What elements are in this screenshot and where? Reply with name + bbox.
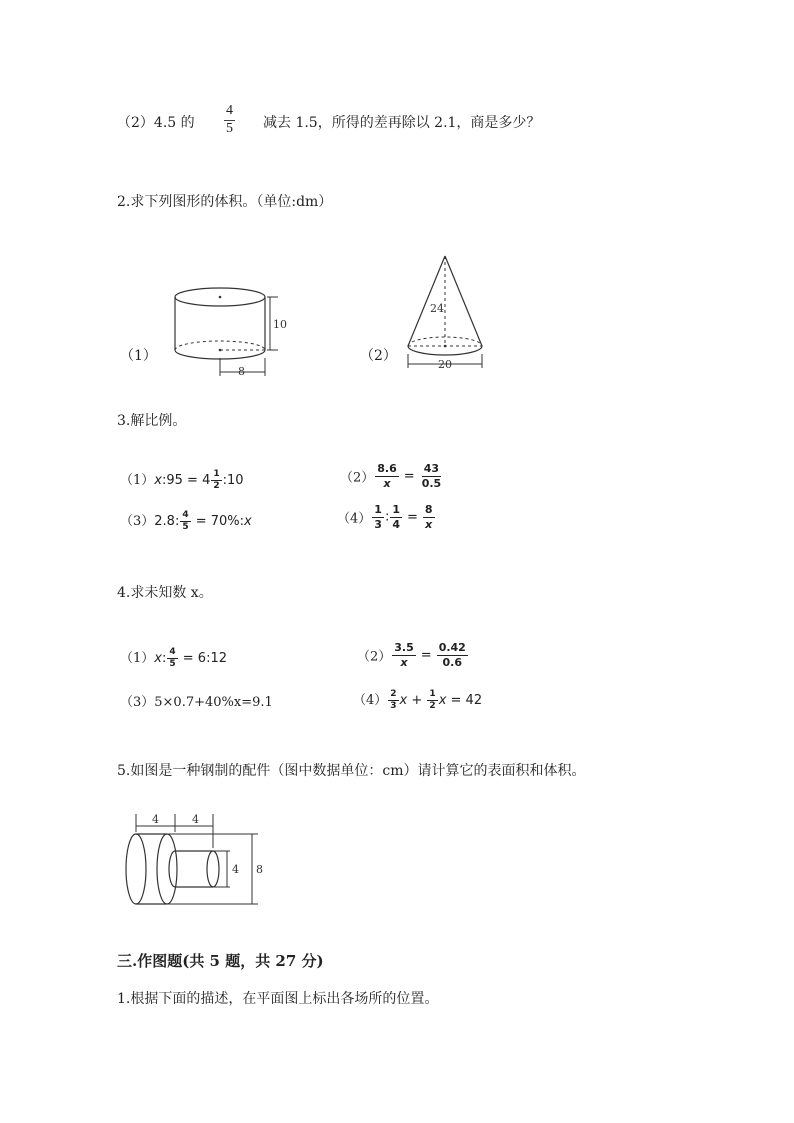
q4-problem-1: （1）x: $\frac{4}{5}$ = 6:12 xyxy=(120,646,227,669)
len-left-label: 4 xyxy=(152,813,159,826)
q2-fig2-label: （2） xyxy=(360,348,397,364)
q3-problem-4: （4） $\frac{1}{3}$ : $\frac{1}{4}$ = $\frac{8}{x}$ xyxy=(337,503,433,531)
cylinder-height-label: 10 xyxy=(273,318,287,331)
q3-problem-3: （3）2.8: $\frac{4}{5}$ = 70%:x xyxy=(120,509,252,532)
q1-part2-fraction: $\frac{4}{5}$ xyxy=(226,103,233,136)
cylinder-radius-label: 8 xyxy=(238,365,245,378)
steel-part-figure xyxy=(118,808,278,913)
inner-diameter-label: 4 xyxy=(232,863,239,876)
len-right-label: 4 xyxy=(192,813,199,826)
outer-diameter-label: 8 xyxy=(256,863,263,876)
cone-figure xyxy=(398,250,498,375)
cone-diameter-label: 20 xyxy=(438,358,452,371)
cylinder-top-center xyxy=(219,296,222,299)
inner-cylinder-joint xyxy=(169,851,175,887)
inner-cylinder-end-face xyxy=(207,851,219,887)
q3-title: 3.解比例。 xyxy=(117,413,187,429)
q4-problem-4: （4） $\frac{2}{3}$ x + $\frac{1}{2}$ x = 42 xyxy=(353,688,483,711)
cone-base-front xyxy=(408,346,482,355)
section-3-question-1: 1.根据下面的描述，在平面图上标出各场所的位置。 xyxy=(117,991,439,1007)
q1-part2-label: （2）4.5 的 xyxy=(117,115,195,131)
section-3-heading: 三.作图题(共 5 题，共 27 分) xyxy=(117,952,324,970)
outer-cylinder-left-face xyxy=(126,834,146,904)
q2-title: 2.求下列图形的体积。（单位:dm） xyxy=(117,194,333,210)
q2-fig1-label: （1） xyxy=(120,348,157,364)
q1-part2-rest: 减去 1.5，所得的差再除以 2.1，商是多少？ xyxy=(263,115,541,131)
cylinder-figure xyxy=(168,280,288,380)
q3-problem-2: （2） $\frac{8.6}{x}$ = $\frac{43}{0.5}$ xyxy=(340,462,442,490)
outer-cylinder-right-face xyxy=(157,834,177,904)
cone-height-label: 24 xyxy=(430,302,444,315)
q4-title: 4.求未知数 x。 xyxy=(117,585,213,601)
cone-right-side xyxy=(445,256,482,346)
cone-left-side xyxy=(408,256,445,346)
q5-title: 5.如图是一种钢制的配件（图中数据单位：cm）请计算它的表面积和体积。 xyxy=(117,763,586,779)
q4-problem-2: （2） $\frac{3.5}{x}$ = $\frac{0.42}{0.6}$ xyxy=(357,641,466,669)
cylinder-bottom-back xyxy=(175,341,265,350)
cylinder-bottom-front xyxy=(175,350,265,359)
q3-problem-1: （1）x:95 = 4 $\frac{1}{2}$ :10 xyxy=(120,468,244,491)
q4-problem-3: （3）5×0.7+40%x=9.1 xyxy=(120,695,273,710)
